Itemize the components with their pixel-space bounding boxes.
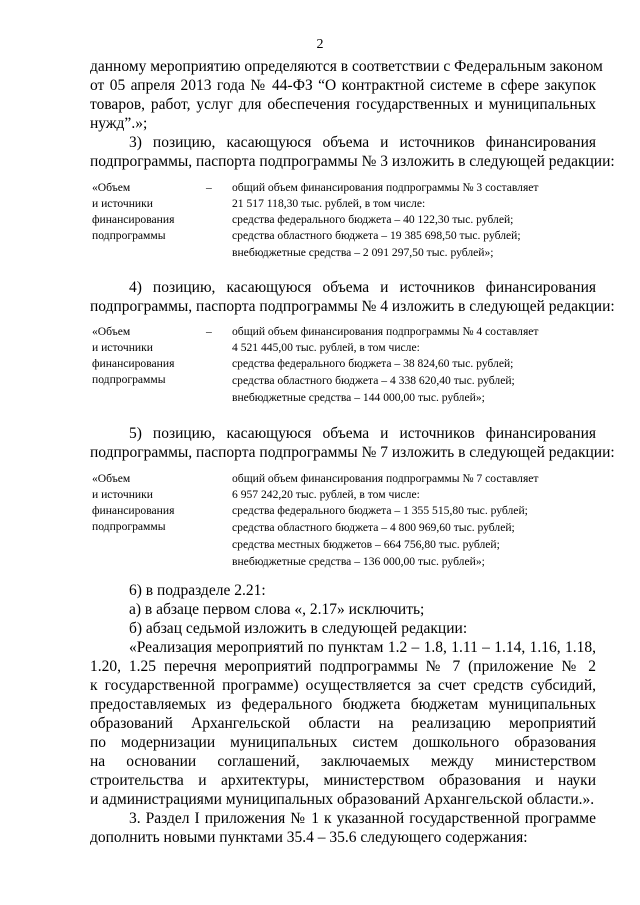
item5-value: внебюджетные средства – 136 000,00 тыс. рублей»; bbox=[232, 555, 485, 568]
item4-value: внебюджетные средства – 144 000,00 тыс. рублей»; bbox=[232, 391, 485, 404]
intro-line: от 05 апреля 2013 года № 44-ФЗ “О контрактной системе в сфере закупок bbox=[90, 77, 596, 94]
item5-value: средства областного бюджета – 4 800 969,60 тыс. рублей; bbox=[232, 521, 515, 534]
item5-value: общий объем финансирования подпрограммы № 7 составляет bbox=[232, 472, 539, 485]
item3-label: подпрограммы bbox=[92, 229, 166, 242]
item3-value: средства областного бюджета – 19 385 698,50 тыс. рублей; bbox=[232, 229, 521, 242]
item4-heading: подпрограммы, паспорта подпрограммы № 4 изложить в следующей редакции: bbox=[90, 298, 615, 315]
intro-line: данному мероприятию определяются в соответствии с Федеральным законом bbox=[90, 58, 603, 75]
quote-line: и администрациями муниципальных образований Архангельской области.». bbox=[90, 791, 595, 808]
item5-heading: 5) позицию, касающуюся объема и источников финансирования bbox=[129, 425, 596, 442]
item4-value: средства областного бюджета – 4 338 620,40 тыс. рублей; bbox=[232, 374, 515, 387]
quote-line: предоставляемых из федерального бюджета бюджетам муниципальных bbox=[90, 696, 596, 713]
item4-label: и источники bbox=[92, 341, 153, 354]
quote-line: по модернизации муниципальных систем дошкольного образования bbox=[90, 734, 596, 751]
quote-line: строительства и архитектуры, министерством образования и науки bbox=[90, 772, 596, 789]
item4-label: подпрограммы bbox=[92, 373, 166, 386]
item3-heading: подпрограммы, паспорта подпрограммы № 3 изложить в следующей редакции: bbox=[90, 153, 615, 170]
item4-dash: – bbox=[206, 325, 212, 338]
item3-label: и источники bbox=[92, 197, 153, 210]
item3-value: общий объем финансирования подпрограммы № 3 составляет bbox=[232, 181, 539, 194]
item4-value: средства федерального бюджета – 38 824,60 тыс. рублей; bbox=[232, 357, 514, 370]
section3-line: дополнить новыми пунктами 35.4 – 35.6 следующего содержания: bbox=[90, 829, 528, 846]
item4-label: «Объем bbox=[92, 325, 131, 338]
item3-value: внебюджетные средства – 2 091 297,50 тыс. рублей»; bbox=[232, 246, 494, 259]
quote-line: к государственной программе) осуществляется за счет средств субсидий, bbox=[90, 677, 596, 694]
item4-label: финансирования bbox=[92, 357, 175, 370]
item3-dash: – bbox=[206, 181, 212, 194]
item5-label: «Объем bbox=[92, 472, 131, 485]
quote-line: образований Архангельской области на реализацию мероприятий bbox=[90, 715, 596, 732]
item5-label: и источники bbox=[92, 488, 153, 501]
item3-value: средства федерального бюджета – 40 122,30 тыс. рублей; bbox=[232, 213, 514, 226]
item3-label: финансирования bbox=[92, 213, 175, 226]
item6-title: 6) в подразделе 2.21: bbox=[129, 582, 266, 599]
item5-value: средства федерального бюджета – 1 355 515,80 тыс. рублей; bbox=[232, 504, 528, 517]
item4-value: 4 521 445,00 тыс. рублей, в том числе: bbox=[232, 341, 420, 354]
intro-line: нужд”.»; bbox=[90, 115, 148, 132]
item5-heading: подпрограммы, паспорта подпрограммы № 7 изложить в следующей редакции: bbox=[90, 444, 615, 461]
quote-line: 1.20, 1.25 перечня мероприятий подпрограммы № 7 (приложение № 2 bbox=[90, 658, 596, 675]
item3-heading: 3) позицию, касающуюся объема и источников финансирования bbox=[129, 134, 596, 151]
item4-heading: 4) позицию, касающуюся объема и источников финансирования bbox=[129, 279, 596, 296]
item6-sub-a: а) в абзаце первом слова «, 2.17» исключить; bbox=[129, 601, 425, 618]
item3-label: «Объем bbox=[92, 181, 131, 194]
item6-sub-b: б) абзац седьмой изложить в следующей редакции: bbox=[129, 620, 468, 637]
quote-line: «Реализация мероприятий по пунктам 1.2 – 1.8, 1.11 – 1.14, 1.16, 1.18, bbox=[129, 639, 596, 656]
item5-label: подпрограммы bbox=[92, 520, 166, 533]
quote-line: на основании соглашений, заключаемых между министерством bbox=[90, 753, 596, 770]
section3-line: 3. Раздел I приложения № 1 к указанной государственной программе bbox=[129, 810, 596, 827]
item5-label: финансирования bbox=[92, 504, 175, 517]
intro-line: товаров, работ, услуг для обеспечения государственных и муниципальных bbox=[90, 96, 596, 113]
page-number: 2 bbox=[316, 37, 324, 52]
item5-value: 6 957 242,20 тыс. рублей, в том числе: bbox=[232, 488, 420, 501]
item3-value: 21 517 118,30 тыс. рублей, в том числе: bbox=[232, 197, 426, 210]
item4-value: общий объем финансирования подпрограммы № 4 составляет bbox=[232, 325, 539, 338]
item5-value: средства местных бюджетов – 664 756,80 тыс. рублей; bbox=[232, 538, 500, 551]
